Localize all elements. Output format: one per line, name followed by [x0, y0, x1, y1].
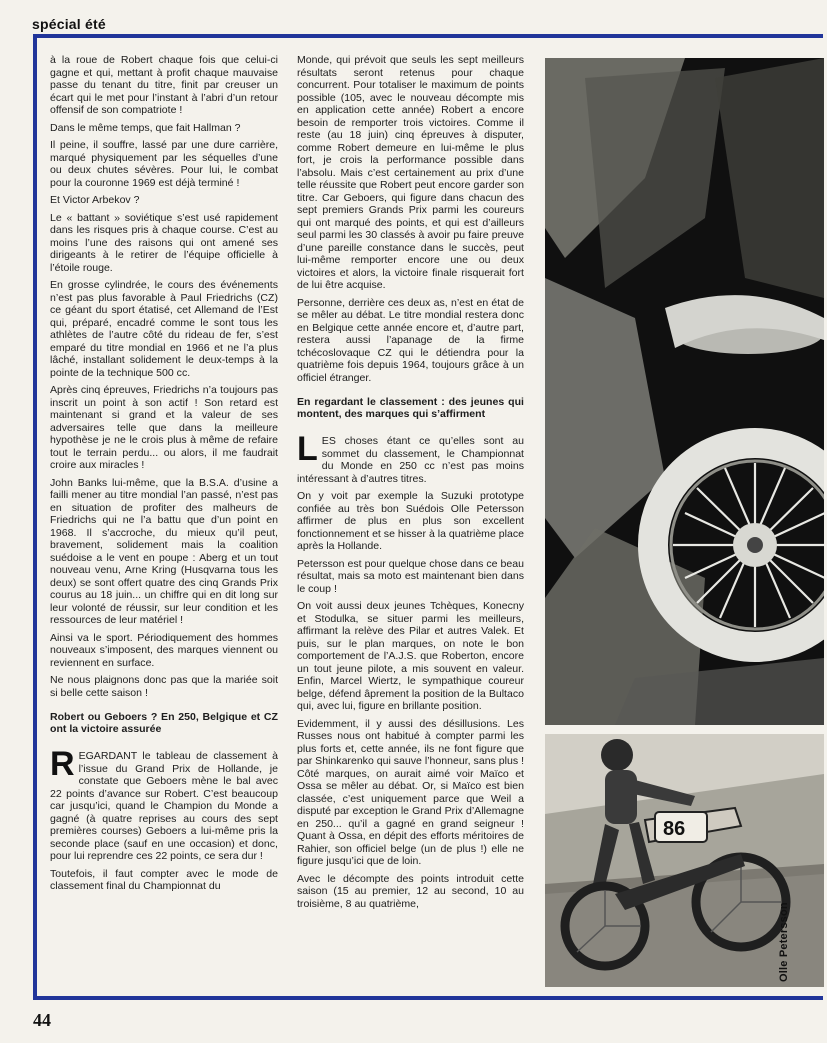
photo-caption: Olle Petersson: [778, 902, 790, 982]
text-column-2: [297, 54, 524, 915]
drop-cap: R: [50, 745, 75, 784]
paragraph: Le « battant » soviétique s’est usé rapidement dans les risques pris à chaque course. C’est au moins l’une des raisons qui ont amené ses dirigeants à le retirer de l’équipe officielle à l’étoile rouge.: [50, 211, 278, 274]
paragraph: à la roue de Robert chaque fois que celui-ci gagne et qui, mettant à profit chaque mauvaise passe du tenant du titre, finit par creuser un écart qui le met pour l’instant à l’abri d’un retour offensif de son compatriote !: [50, 54, 278, 116]
paragraph: Toutefois, il faut compter avec le mode de classement final du Championnat du: [50, 867, 278, 893]
paragraph: On y voit par exemple la Suzuki prototype confiée au très bon Suédois Olle Petersson affirmer de plus en plus son excellent fonctionnement et se hisser à la quatrième place après la Hollande.: [297, 490, 524, 553]
paragraph: Il peine, il souffre, lassé par une dure carrière, marqué physiquement par les séquelles d’une ou deux chutes sévères. Pour lui, le combat pour la couronne 1969 est déjà terminé !: [50, 139, 278, 189]
paragraph: Evidemment, il y aussi des désillusions. Les Russes nous ont habitué à compter parmi les plus forts et, cette année, ils ne font figure que par Shinkarenko qui sauve l’honneur, sans plus ! Côté marques, on aurait aimé voir Maïco et Ossa se mêler au débat. Or, si Maïco est bien classée, c’est uniquement parce que Weil a disputé par exception le Grand Prix d’Allemagne en 250... qu’il a gagné en grand seigneur ! Quant à Ossa, en dépit des efforts méritoires de Rahier, son officiel belge (un de plus !) elle ne figure jusqu’ici que de loin.: [297, 717, 524, 868]
lead-text: ES choses étant ce qu’elles sont au sommet du classement, le Championnat du Monde en 250 cc n’est pas moins intéressant à d’autres titres.: [297, 435, 524, 485]
text-column-1: [50, 54, 278, 898]
paragraph: Après cinq épreuves, Friedrichs n’a toujours pas inscrit un point à son actif ! Son retard est maintenant si grand et la valeur de ses adversaires telle que dans la meilleure hypothèse je ne le crois plus à même de refaire tout le terrain perdu... ou alors, il me faudrait croire aux miracles !: [50, 384, 278, 471]
paragraph: Ne nous plaignons donc pas que la mariée soit si belle cette saison !: [50, 674, 278, 699]
lead-text: EGARDANT le tableau de classement à l’issue du Grand Prix de Hollande, je constate que Geboers mène le bal avec 22 points d’avance sur Robert. C’est beaucoup car jusqu’ici, quand le Champion du Monde a gagné (à quatre reprises au cours des sept premières courses) Geboers a lui-même pris la seconde place (sauf en une occasion) et donc, pour lui reprendre ces 22 points, ce sera dur !: [50, 750, 278, 863]
subheading: En regardant le classement : des jeunes qui montent, des marques qui s’affirment: [297, 396, 524, 421]
bike-number: 86: [663, 818, 686, 840]
paragraph: En grosse cylindrée, le cours des événements n’est pas plus favorable à Paul Friedrichs (CZ) ce géant du sport étatisé, cet Allemand de l’Est qui, préparé, encadré comme le sont tous les athlètes de l’autre côté du rideau de fer, s’est emparé du titre mondial en 1966 et ne l’a plus lâché, installant solidement le deux-temps à la pointe de la technique 500 cc.: [50, 279, 278, 379]
page-number: 44: [33, 1010, 51, 1030]
subheading: Robert ou Geboers ? En 250, Belgique et CZ ont la victoire assurée: [50, 711, 278, 736]
drop-cap: L: [297, 430, 318, 469]
section-header: spécial été: [32, 16, 106, 32]
paragraph: Et Victor Arbekov ?: [50, 194, 140, 206]
motocross-wheel-photo: [545, 58, 824, 725]
paragraph: On voit aussi deux jeunes Tchèques, Konecny et Stodulka, se situer parmi les meilleurs, affirmant la relève des Pilar et autres Valek. Et puis, sur le plan marques, on note le bon comportement de l’A.J.S. que Roberton, encore un tout jeune pilote, a mis souvent en valeur. Enfin, Marcel Wiertz, le sympathique coureur belge, défend âprement la position de la Bultaco qui, avec lui, figure en brillante position.: [297, 600, 524, 713]
paragraph: John Banks lui-même, que la B.S.A. d’usine a failli mener au titre mondial l’an passé, n’est pas en situation de profiter des malheurs de Friedrichs qui ne l’a battu que d’un point en 1968. Il s’accroche, du mieux qu’il peut, bravement, solidement mais la coalition suédoise a le vent en poupe : Aberg et un tout nouveau venu, Arne Kring (Husqvarna tous les deux) se sont offert quatre des cinq Grands Prix courus au 18 juin... un chiffre qui en dit long sur leur volonté de réussir, sur leur condition et les ressources de leur matériel !: [50, 476, 278, 626]
paragraph: Personne, derrière ces deux as, n’est en état de se mêler au débat. Le titre mondial restera donc en Belgique cette année encore et, d’autre part, restera aussi l’apanage de la firme tchécoslovaque CZ qui le détiendra pour la quatrième fois depuis 1964, toujours grâce à un officiel étranger.: [297, 296, 524, 384]
lead-paragraph: [50, 745, 278, 863]
paragraph: Monde, qui prévoit que seuls les sept meilleurs résultats seront retenus pour chaque concurrent. Pour totaliser le maximum de points possible (105, avec le nouveau décompte mis en application cette année) Robert a encore besoin de remporter trois victoires. Comme il reste (au 18 juin) cinq épreuves à disputer, comme Robert demeure en lui-même le plus fort, je crois la performance possible dans l’absolu. Mais c’est certainement au prix d’une telle réussite que Robert peut encore garder son titre. Car Geboers, qui figure dans chacun des sept premiers Grands Prix parmi les coureurs qui ont marqué des points, et qui est d’ailleurs seul parmi les 30 classés à avoir pu faire preuve d’une pareille constance dans le succès, peut lui-même remporter encore une ou deux victoires et alors, la victoire finale risquerait fort de lui être acquise.: [297, 54, 524, 291]
paragraph: Dans le même temps, que fait Hallman ?: [50, 121, 241, 134]
paragraph: Avec le décompte des points introduit cette saison (15 au premier, 12 au second, 10 au troisième, 8 au quatrième,: [297, 872, 524, 910]
paragraph: Petersson est pour quelque chose dans ce beau résultat, mais sa moto est maintenant bien dans le coup !: [297, 557, 524, 595]
paragraph: Ainsi va le sport. Périodiquement des hommes nouveaux s’imposent, des marques viennent ou reviennent en surface.: [50, 631, 278, 669]
wheel-illustration: [545, 58, 824, 725]
lead-paragraph: [297, 430, 524, 485]
